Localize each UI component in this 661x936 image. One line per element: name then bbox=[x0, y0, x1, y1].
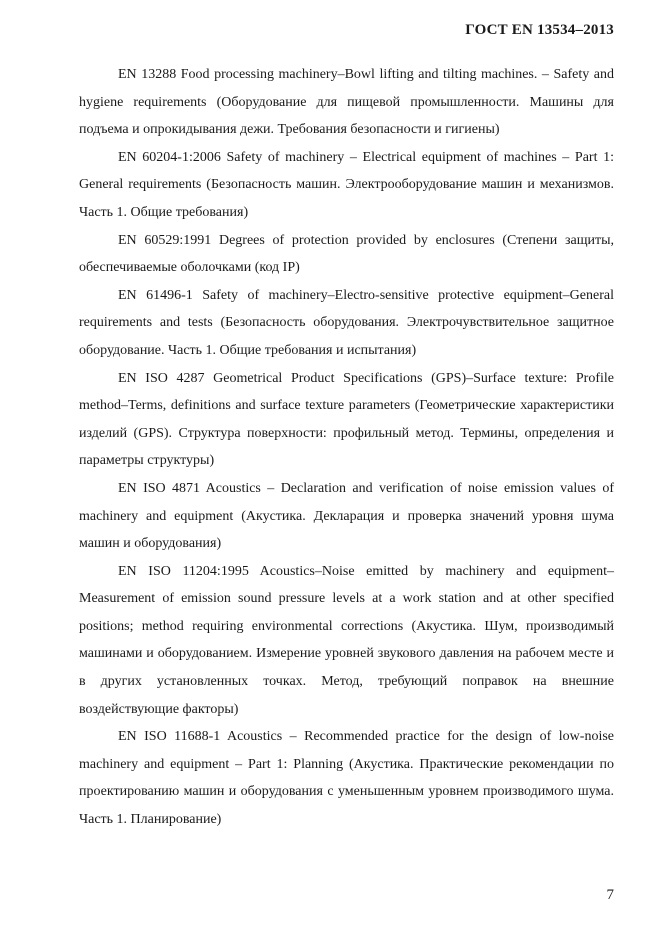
reference-en-iso-4871: EN ISO 4871 Acoustics – Declaration and verification of noise emission values of machinery and equipment (Акустика. Декларация и проверка значений уровня шума машин и оборудования) bbox=[79, 480, 614, 552]
page-number: 7 bbox=[606, 887, 614, 903]
reference-en-60204-1: EN 60204-1:2006 Safety of machinery – Electrical equipment of machines – Part 1: General requirements (Безопасность машин. Электрооборудование машин и механизмов. Часть 1. Общие требования) bbox=[79, 149, 614, 220]
reference-en-61496-1: EN 61496-1 Safety of machinery–Electro-sensitive protective equipment–General requirements and tests (Безопасность оборудования. Электрочувствительное защитное оборудование. Часть 1. Общие требования и испытания) bbox=[79, 287, 614, 358]
reference-en-60529: EN 60529:1991 Degrees of protection provided by enclosures (Степени защиты, обеспечиваемые оболочками (код IP) bbox=[79, 232, 614, 276]
reference-en-iso-11688-1: EN ISO 11688-1 Acoustics – Recommended practice for the design of low-noise machinery and equipment – Part 1: Planning (Акустика. Практические рекомендации по проектированию машин и оборудования с уменьшенным уровнем производимого шума. Часть 1. Планирование) bbox=[79, 729, 614, 828]
reference-list bbox=[79, 61, 614, 834]
reference-en-13288: EN 13288 Food processing machinery–Bowl lifting and tilting machines. – Safety and hygiene requirements (Оборудование для пищевой промышленности. Машины для подъема и опрокидывания дежи. Требования безопасности и гигиены) bbox=[79, 67, 614, 138]
document-header: ГОСТ EN 13534–2013 bbox=[465, 22, 614, 38]
reference-en-iso-4287: EN ISO 4287 Geometrical Product Specifications (GPS)–Surface texture: Profile method–Terms, definitions and surface texture parameters (Геометрические характеристики изделий (GPS). Структура поверхности: профильный метод. Термины, определения и параметры структуры) bbox=[79, 370, 614, 469]
reference-en-iso-11204: EN ISO 11204:1995 Acoustics–Noise emitted by machinery and equipment–Measurement of emission sound pressure levels at a work station and at other specified positions; method requiring environmental corrections (Акустика. Шум, производимый машинами и оборудованием. Измерение уровней звукового давления на рабочем месте и в других установленных точках. Метод, требующий поправок на внешние воздействующие факторы) bbox=[79, 563, 614, 717]
